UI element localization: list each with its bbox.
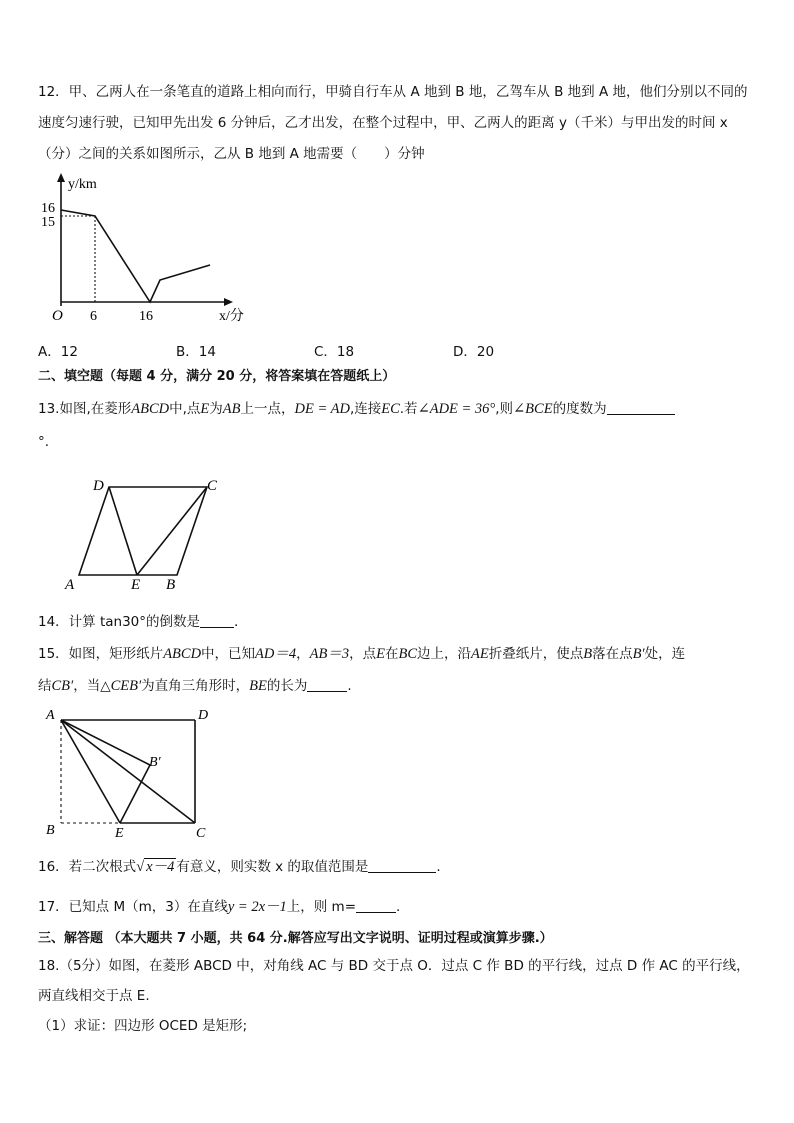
label-a: A <box>46 708 55 723</box>
q12-option-d: D．20 <box>453 344 495 360</box>
label-c: C <box>196 826 206 841</box>
q18-text-line2: 两直线相交于点 E. <box>38 988 150 1004</box>
segment-ec <box>137 487 207 575</box>
y-axis-arrow <box>57 173 65 182</box>
origin-label: O <box>52 308 63 324</box>
label-d: D <box>198 708 209 723</box>
label-b: B <box>166 577 176 593</box>
x-axis-label: x/分 <box>219 309 244 324</box>
q12-distance-time-graph <box>38 172 268 324</box>
distance-polyline <box>61 210 210 302</box>
q16-answer-blank[interactable] <box>368 858 436 873</box>
sqrt-expression: √ x－4 <box>136 859 175 875</box>
label-b-prime: B′ <box>149 755 161 770</box>
q18-part1: （1）求证：四边形 OCED 是矩形; <box>38 1018 248 1034</box>
section3-heading: 三、解答题 （本大题共 7 小题，共 64 分.解答应写出文字说明、证明过程或演算步骤.） <box>38 931 553 946</box>
q15-rectangle-figure <box>40 704 220 842</box>
x-axis-arrow <box>224 298 233 306</box>
segment-eb-prime <box>120 765 150 823</box>
q13-text-line2: °. <box>38 434 50 450</box>
q13-answer-blank[interactable] <box>607 400 675 415</box>
q15-answer-blank[interactable] <box>307 677 347 692</box>
q14-answer-blank[interactable] <box>200 613 234 628</box>
q13-text-line1: 13.如图,在菱形ABCD中,点E为AB上一点，DE = AD,连接EC.若∠ADE = 36°,则∠BCE的度数为 <box>38 399 758 419</box>
x-tick-16: 16 <box>139 309 153 324</box>
label-e: E <box>115 826 124 841</box>
q16-text: 16．若二次根式√ x－4 有意义，则实数 x 的取值范围是 . <box>38 859 441 875</box>
q12-text-line3: （分）之间的关系如图所示，乙从 B 地到 A 地需要（ ）分钟 <box>38 146 425 162</box>
q15-text-line1: 15．如图，矩形纸片ABCD中，已知AD＝4，AB＝3，点E在BC边上，沿AE折叠纸片，使点B落在点B′处，连 <box>38 646 686 662</box>
label-b: B <box>46 823 55 838</box>
label-a: A <box>65 577 75 593</box>
rhombus-abcd <box>79 487 207 575</box>
q12-option-c: C．18 <box>314 344 355 360</box>
segment-de <box>109 487 137 575</box>
q13-rhombus-figure <box>58 473 238 593</box>
y-tick-15: 15 <box>41 215 55 230</box>
label-d: D <box>93 478 104 494</box>
q18-text-line1: 18.（5分）如图，在菱形 ABCD 中，对角线 AC 与 BD 交于点 O．过点 C 作 BD 的平行线，过点 D 作 AC 的平行线， <box>38 958 750 974</box>
q14-text: 14．计算 tan30°的倒数是 . <box>38 614 239 630</box>
q12-text-line1: 12．甲、乙两人在一条笔直的道路上相向而行，甲骑自行车从 A 地到 B 地，乙驾车从 B 地到 A 地，他们分别以不同的 <box>38 84 748 100</box>
x-tick-6: 6 <box>90 309 97 324</box>
q12-option-a: A．12 <box>38 344 78 360</box>
y-axis-label: y/km <box>68 177 97 192</box>
q15-text-line2: 结CB′，当△CEB′为直角三角形时，BE的长为 . <box>38 678 352 694</box>
label-e: E <box>131 577 141 593</box>
q17-answer-blank[interactable] <box>356 898 396 913</box>
q12-text-line2: 速度匀速行驶，已知甲先出发 6 分钟后，乙才出发，在整个过程中，甲、乙两人的距离 y（千米）与甲出发的时间 x <box>38 115 728 131</box>
q17-text: 17．已知点 M（m，3）在直线y = 2x－1上，则 m= . <box>38 899 401 915</box>
section2-heading: 二、填空题（每题 4 分，满分 20 分，将答案填在答题纸上） <box>38 369 396 384</box>
q12-option-b: B．14 <box>176 344 216 360</box>
y-tick-16: 16 <box>41 201 55 216</box>
label-c: C <box>207 478 218 494</box>
